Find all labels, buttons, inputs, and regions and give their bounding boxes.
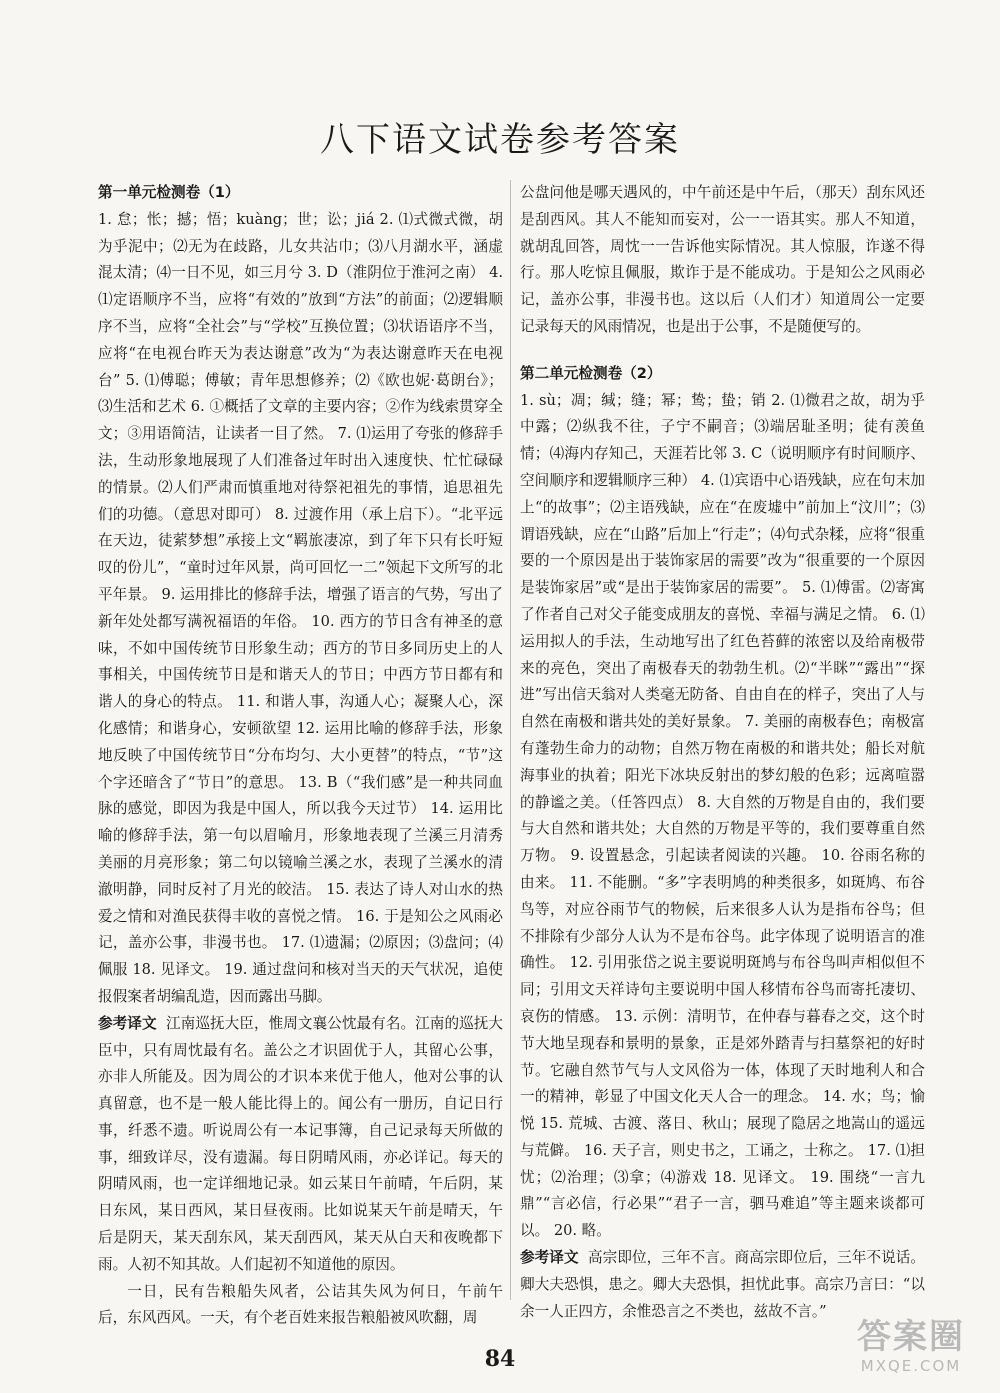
site-watermark bbox=[836, 1317, 986, 1383]
reference-text-continuation: 公盘问他是哪天遇风的，中午前还是中午后，（那天）刮东风还是刮西风。其人不能知而妄对，公一一语其实。那人不知道，就胡乱回答，周忱一一告诉他实际情况。其人惊服，诈遂不得行。那人吃惊且佩服，欺诈于是不能成功。于是知公之风雨必记，盖亦公事，非漫书也。这以后（人们才）知道周公一定要记录每天的风雨情况，也是出于公事，不是随便写的。 bbox=[520, 184, 925, 335]
reference-translation-unit2 bbox=[520, 1245, 925, 1325]
left-column bbox=[98, 180, 503, 1332]
reference-label: 参考译文 bbox=[98, 1014, 157, 1032]
column-divider bbox=[510, 180, 511, 1300]
reference-translation-unit1 bbox=[98, 1011, 503, 1279]
right-column bbox=[520, 180, 925, 1325]
answers-unit2: 1. sù；凋；缄；缝；幂；鸷；蛰；销 2. ⑴微君之故，胡为乎中露；⑵纵我不往，子宁不嗣音；⑶端居耻圣明；徒有羡鱼情；⑷海内存知己，天涯若比邻 3. C（说明顺序有时间顺序、空间顺序和逻辑顺序三种） 4. ⑴宾语中心语残缺，应在句末加上“的故事”；⑵主语残缺，应在“在废墟中”前加上“汶川”；⑶谓语残缺，应在“山路”后加上“行走”；⑷句式杂糅，应将“很重要的一个原因是出于装饰家居的需要”改为“很重要的一个原因是装饰家居”或“是出于装饰家居的需要”。 5. ⑴傅雷。⑵寄寓了作者自己对父子能变成朋友的喜悦、幸福与满足之情。 6. ⑴运用拟人的手法，生动地写出了红色苔藓的浓密以及给南极带来的亮色，突出了南极春天的勃勃生机。⑵“半眯”“露出”“探进”写出信天翁对人类毫无防备、自由自在的样子，突出了人与自然在南极和谐共处的美好景象。 7. 美丽的南极春色；南极富有蓬勃生命力的动物；自然万物在南极的和谐共处；船长对航海事业的执着；阳光下冰块反射出的梦幻般的色彩；远离喧嚣的静谧之美。（任答四点） 8. 大自然的万物是自由的，我们要与大自然和谐共处；大自然的万物是平等的，我们要尊重自然万物。 9. 设置悬念，引起读者阅读的兴趣。 10. 谷雨名称的由来。 11. 不能删。“多”字表明鸠的种类很多，如斑鸠、布谷鸟等，对应谷雨节气的物候，后来很多人认为是指布谷鸟；但不排除有少部分人认为不是布谷鸟。此字体现了说明语言的准确性。 12. 引用张岱之说主要说明斑鸠与布谷鸟叫声相似但不同；引用文天祥诗句主要说明中国人移情布谷鸟而寄托凄切、哀伤的情感。 13. 示例：清明节，在仲春与暮春之交，这个时节大地呈现春和景明的景象，正是郊外踏青与扫墓祭祀的好时节。它融自然节气与人文风俗为一体，体现了天时地利人和合一的精神，彰显了中国文化天人合一的理念。 14. 水；鸟；愉悦 15. 荒城、古渡、落日、秋山；展现了隐居之地嵩山的遥远与荒僻。 16. 天子言，则史书之，工诵之，士称之。 17. ⑴担忧；⑵治理；⑶拿；⑷游戏 18. 见译文。 19. 围绕“一言九鼎”“言必信，行必果”“君子一言，驷马难追”等主题来谈都可以。 20. 略。 bbox=[520, 391, 925, 1240]
answers-unit1: 1. 怠；怅；撼；悟；kuàng；世；讼；jiá 2. ⑴式微式微，胡为乎泥中；⑵无为在歧路，儿女共沾巾；⑶八月湖水平，涵虚混太清；⑷一日不见，如三月兮 3. D（淮阴位于淮河之南） 4. ⑴定语顺序不当，应将“有效的”放到“方法”的前面；⑵逻辑顺序不当，应将“全社会”与“学校”互换位置；⑶状语语序不当，应将“在电视台昨天为表达谢意”改为“为表达谢意昨天在电视台” 5. ⑴傅聪；傅敏；青年思想修养；⑵《欧也妮·葛朗台》；⑶生活和艺术 6. ①概括了文章的主要内容；②作为线索贯穿全文；③用语简洁，让读者一目了然。 7. ⑴运用了夸张的修辞手法，生动形象地展现了人们准备过年时出入速度快、忙忙碌碌的情景。⑵人们严肃而慎重地对待祭祀祖先的事情，追思祖先们的功德。（意思对即可） 8. 过渡作用（承上启下）。“北平远在天边，徒萦梦想”承接上文“羁旅凄凉，到了年下只有长吁短叹的份儿”，“童时过年风景，尚可回忆一二”领起下文所写的北平年景。 9. 运用排比的修辞手法，增强了语言的气势，写出了新年处处都写满祝福语的年俗。 10. 西方的节日含有神圣的意味，不如中国传统节日形象生动；西方的节日多同历史上的人事相关，中国传统节日是和谐天人的节日；中西方节日都有和谐人的身心的特点。 11. 和谐人事，沟通人心；凝聚人心，深化感情；和谐身心，安顿欲望 12. 运用比喻的修辞手法，形象地反映了中国传统节日“分布均匀、大小更替”的特点，“节”这个字还暗含了“节日”的意思。 13. B（“我们感”是一种共同血脉的感觉，即因为我是中国人，所以我今天过节） 14. 运用比喻的修辞手法，第一句以眉喻月，形象地表现了兰溪三月清秀美丽的月亮形象；第二句以镜喻兰溪之水，表现了兰溪水的清澈明静，同时反衬了月光的皎洁。 15. 表达了诗人对山水的热爱之情和对渔民获得丰收的喜悦之情。 16. 于是知公之风雨必记，盖亦公事，非漫书也。 17. ⑴遗漏；⑵原因；⑶盘问；⑷佩服 18. 见译文。 19. 通过盘问和核对当天的天气状况，追使报假案者胡编乱造，因而露出马脚。 bbox=[98, 210, 503, 1005]
page-title: 八下语文试卷参考答案 bbox=[320, 120, 680, 160]
page-number: 84 bbox=[484, 1346, 516, 1372]
section-heading-unit2: 第二单元检测卷（2） bbox=[520, 364, 662, 382]
watermark-url: MXQE.COM bbox=[860, 1357, 962, 1375]
section-heading-unit1: 第一单元检测卷（1） bbox=[98, 184, 240, 201]
reference-label: 参考译文 bbox=[520, 1249, 579, 1267]
reference-text-continued: 一日，民有告粮船失风者，公诘其失风为何日，午前午后，东风西风。一天，有个老百姓来报告粮船被风吹翻，周 bbox=[98, 1282, 503, 1327]
reference-text: 江南巡抚大臣，惟周文襄公忱最有名。江南的巡抚大臣中，只有周忱最有名。盖公之才识固优于人，其留心公事，亦非人所能及。因为周公的才识本来优于他人，他对公事的认真留意，也不是一般人能比得上的。闻公有一册历，自记日行事，纤悉不遗。听说周公有一本记事簿，自己记录每天所做的事，细致详尽，没有遗漏。每日阴晴风雨，亦必详记。每天的阴晴风雨，也一定详细地记录。如云某日午前晴，午后阴，某日东风，某日西风，某日昼夜雨。比如说某天午前是晴天，午后是阴天，某天刮东风，某天刮西风，某天从白天和夜晚都下雨。人初不知其故。人们起初不知道他的原因。 bbox=[98, 1014, 503, 1273]
watermark-logo-text: 答案圈 bbox=[857, 1317, 965, 1357]
reference-text: 高宗即位，三年不言。商高宗即位后，三年不说话。卿大夫恐惧，患之。卿大夫恐惧，担忧此事。高宗乃言曰：“以余一人正四方，余惟恐言之不类也，兹故不言。” bbox=[520, 1249, 925, 1320]
